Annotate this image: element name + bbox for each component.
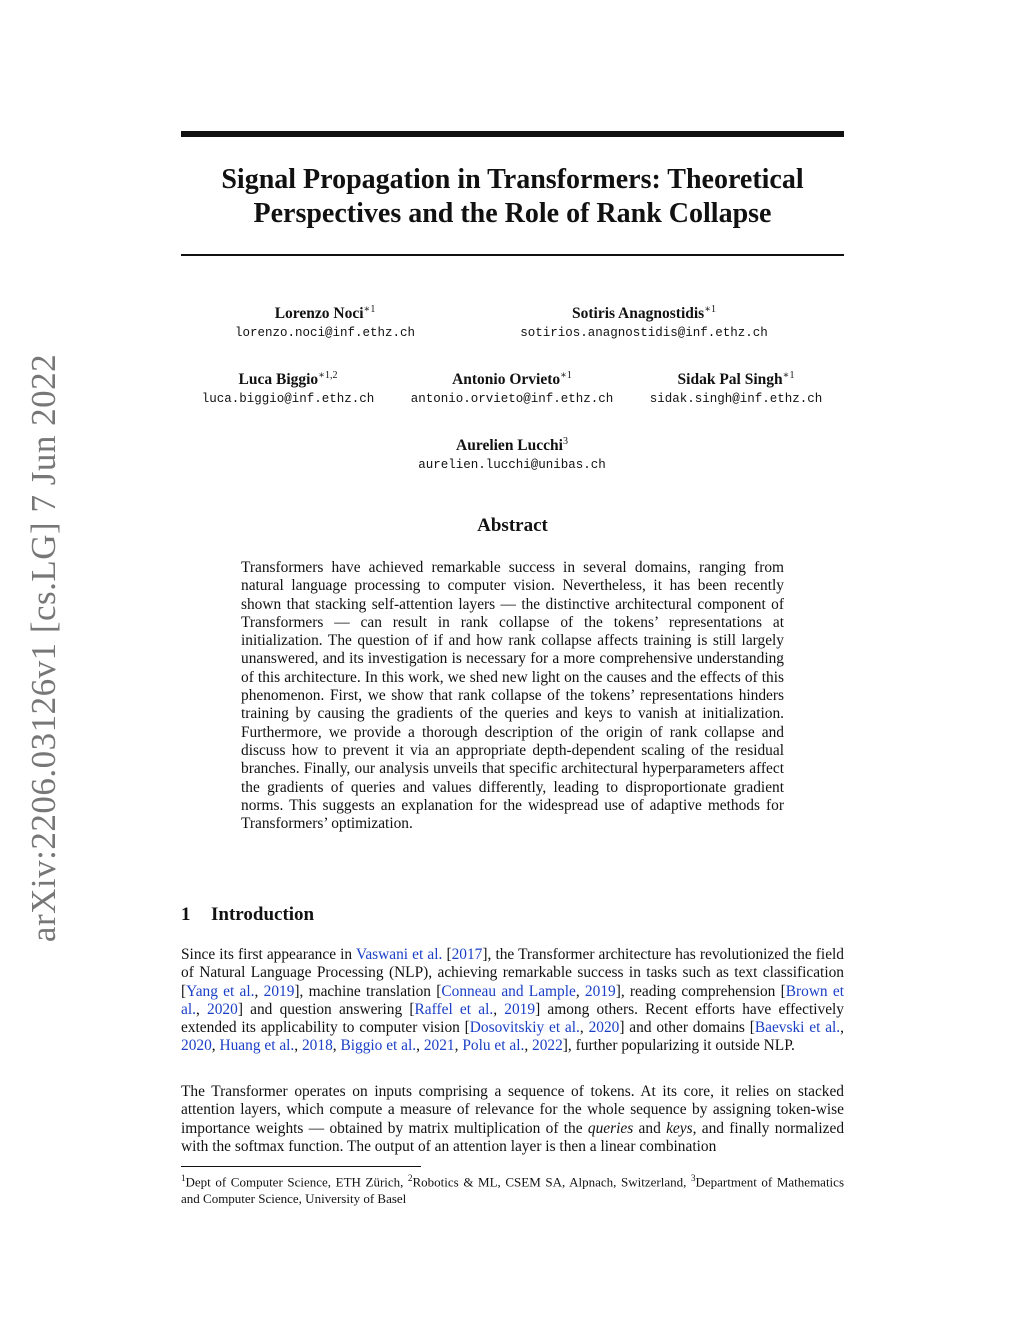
citation-link[interactable]: 2019 [263, 982, 295, 1000]
footnote-text: Department of Mathematics and Computer Science, University of Basel [181, 1174, 844, 1207]
citation-link[interactable]: Conneau and Lample [441, 982, 576, 1000]
citation-link[interactable]: 2021 [423, 1037, 455, 1055]
footnote-text: Robotics & ML, CSEM SA, Alpnach, Switzerland, [412, 1174, 691, 1190]
body-text: [ [442, 946, 452, 963]
citation-link[interactable]: Biggio et al. [340, 1037, 417, 1055]
author-affiliation: ∗1 [704, 304, 717, 315]
intro-paragraph-1 [181, 946, 844, 1056]
section-number: 1 [181, 904, 191, 925]
arxiv-side-stamp: arXiv:2206.03126v1 [cs.LG] 7 Jun 2022 [24, 353, 63, 943]
citation-link[interactable]: 2020 [588, 1019, 620, 1037]
intro-paragraph-2 [181, 1083, 844, 1156]
citation-link[interactable]: Raffel et al. [414, 1000, 494, 1018]
citation-link[interactable]: Vaswani et al. [355, 946, 443, 963]
author-email: aurelien.lucchi@unibas.ch [418, 458, 606, 473]
citation-link[interactable]: Brown et al. [181, 982, 844, 1018]
body-text: , [294, 1037, 302, 1055]
citation-link[interactable]: Baevski et al. [754, 1019, 841, 1037]
title-line-1: Signal Propagation in Transformers: Theoretical [221, 164, 804, 195]
citation-link[interactable]: Dosovitskiy et al. [469, 1019, 580, 1037]
body-text: ], reading comprehension [ [615, 982, 786, 1000]
body-text: , [840, 1019, 845, 1037]
author-name: Sotiris Anagnostidis [571, 305, 705, 323]
author-name: Aurelien Lucchi [456, 437, 563, 455]
section-heading [181, 904, 314, 926]
citation-link[interactable]: Huang et al. [219, 1037, 295, 1055]
abstract-body: Transformers have achieved remarkable success in several domains, ranging from natural language processing to computer vision. Nevertheless, it has been recently shown that stacking self-attention layers — the distinctive architectural component of Transformers — can result in rank collapse of the tokens’ representations at initialization. The question of if and how rank collapse affects training is still largely unanswered, and its investigation is necessary for a more comprehensive understanding of this architecture. In this work, we shed new light on the causes and the effects of this phenomenon. First, we show that rank collapse of the tokens’ representations hinders training by causing the gradients of the queries and keys to vanish at initialization. Furthermore, we provide a thorough description of the origin of rank collapse and discuss how to prevent it via an appropriate depth-dependent scaling of the residual branches. Finally, our analysis unveils that specific architectural hyperparameters affect the gradients of queries and values differently, leading to disproportionate gradient norms. This suggests an explanation for the widespread use of adaptive methods for Transformers’ optimization. [241, 559, 784, 833]
abstract-heading: Abstract [477, 515, 548, 536]
author-email: sotirios.anagnostidis@inf.ethz.ch [520, 326, 768, 341]
body-text: and [633, 1119, 667, 1137]
citation-link[interactable]: Polu et al. [462, 1037, 525, 1055]
author-affiliation: ∗1 [363, 304, 376, 315]
author-email: luca.biggio@inf.ethz.ch [201, 392, 375, 407]
body-text: , [195, 1000, 208, 1018]
body-text: , [454, 1037, 463, 1055]
body-text: ], further popularizing it outside NLP. [562, 1037, 795, 1055]
author-name: Antonio Orvieto [452, 371, 561, 389]
author-email: antonio.orvieto@inf.ethz.ch [410, 392, 614, 407]
author-block [514, 300, 774, 342]
emphasis-text: keys [666, 1119, 693, 1137]
author-affiliation: 3 [562, 436, 568, 447]
title-line-2: Perspectives and the Role of Rank Collapse [253, 198, 772, 229]
author-block [195, 300, 455, 342]
body-text: , [211, 1037, 220, 1055]
body-text: ], machine translation [ [294, 982, 442, 1000]
body-text: , [524, 1037, 533, 1055]
footnote-marker: 1 [181, 1173, 186, 1183]
body-text: ] among others. Recent efforts have effectively extended its applicability to computer vision [ [181, 1000, 844, 1037]
body-text: , [254, 982, 264, 1000]
footnote-marker: 2 [408, 1173, 413, 1183]
citation-link[interactable]: 2019 [504, 1000, 536, 1018]
affiliations-footnote [181, 1170, 844, 1207]
body-text: The Transformer operates on inputs comprising a sequence of tokens. At its core, it relies on stacked attention layers, which compute a measure of relevance for the whole sequence by assigning token-wise importance weights — obtained by matrix multiplication of the [181, 1083, 844, 1137]
author-name: Sidak Pal Singh [677, 371, 783, 389]
citation-link[interactable]: 2022 [532, 1037, 563, 1055]
citation-link[interactable]: Yang et al. [186, 982, 255, 1000]
body-text: , [575, 982, 585, 1000]
paper-title [181, 163, 844, 231]
author-email: lorenzo.noci@inf.ethz.ch [234, 326, 416, 341]
citation-link[interactable]: 2018 [301, 1037, 333, 1055]
author-block [606, 366, 866, 408]
citation-link[interactable]: 2020 [207, 1000, 238, 1018]
author-email: sidak.singh@inf.ethz.ch [649, 392, 823, 407]
author-affiliation: ∗1 [782, 370, 795, 381]
footnote-text: Dept of Computer Science, ETH Zürich, [185, 1174, 409, 1190]
citation-link[interactable]: 2020 [181, 1037, 212, 1055]
footnote-marker: 3 [690, 1173, 696, 1183]
author-block [382, 432, 642, 474]
emphasis-text: queries [587, 1119, 634, 1137]
body-text: , [579, 1019, 589, 1037]
body-text: , and finally normalized with the softmax function. The output of an attention layer is then a linear combination [181, 1119, 845, 1155]
body-text: , [332, 1037, 341, 1055]
title-bottom-rule [181, 254, 844, 256]
author-block [382, 366, 642, 408]
author-name: Luca Biggio [238, 371, 319, 389]
body-text: , [493, 1000, 505, 1018]
section-title: Introduction [211, 904, 315, 925]
author-name: Lorenzo Noci [274, 305, 364, 323]
body-text: Since its first appearance in [181, 946, 356, 963]
author-affiliation: ∗1,2 [318, 370, 338, 381]
body-text: ], the Transformer architecture has revolutionized the field of Natural Language Processing (NLP), achieving remarkable success in tasks such as text classification [ [181, 946, 844, 1000]
citation-link[interactable]: 2017 [451, 946, 483, 963]
body-text: , [416, 1037, 424, 1055]
body-text: ] and question answering [ [237, 1000, 415, 1018]
title-top-rule [181, 131, 844, 137]
author-block [158, 366, 418, 408]
author-affiliation: ∗1 [560, 370, 572, 381]
body-text: ] and other domains [ [619, 1019, 755, 1037]
citation-link[interactable]: 2019 [584, 982, 616, 1000]
footnote-rule [181, 1166, 421, 1167]
